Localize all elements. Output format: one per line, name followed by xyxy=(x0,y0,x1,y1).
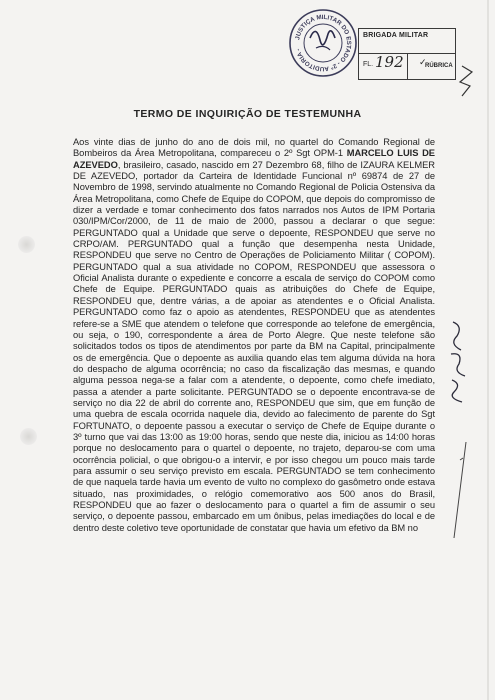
testimony-body xyxy=(73,137,435,534)
handwritten-margin-stroke xyxy=(450,440,470,540)
testimony-text: , brasileiro, casado, nascido em 27 Dezembro 68, filho de IZAURA KELMER DE AZEVEDO, portador da Carteira de Identidade Funcional nº 69874 de 27 de Novembro de 1998, servindo atualmente no Comando Regional de Policia Ostensiva da Área Metropolitana, como Chefe de Equipe do COPOM, que depois do compromisso de dizer a verdade e tomar conhecimento dos fatos narrados nos Autos de IPM Portaria 030/IPM/Cor/2000, de 11 de maio de 2000, passou a declarar o que segue: PERGUNTADO qual a Unidade que serve o depoente, RESPONDEU que serve no CRPO/AM. PERGUNTADO qual a função que desempenha nesta Unidade, RESPONDEU que serve no Centro de Operações de Policiamento Militar ( COPOM). PERGUNTADO qual a sua atividade no COPOM, RESPONDEU que assessora o Oficial Analista durante o expediente e concorre a escala de serviço do COPOM como Chefe de Equipe. PERGUNTADO quais as atribuições do Chefe de Equipe, RESPONDEU que, dentre várias, a de apoiar as atendentes e o Oficial Analista. PERGUNTADO como faz o apoio as atendentes, RESPONDEU que as atendentes refere-se a SME que atendem o telefone que corresponde ao telefone de emergência, ou seja, o 190, correspondente a área de Porto Alegre. Que neste telefone são solicitados todos os tipos de atendimentos por parte da BM na Capital, principalmente os de emergência. Que o depoente as auxilia quando elas tem alguma dúvida na hora do despacho de alguma ocorrência; no caso da fiscalização das mesmas, e quando alguma pessoa nega-se a falar com a atendente, o depoente, como chefe imediato, passa a atender a parte solicitante. PERGUNTADO se o depoente encontrava-se de serviço no dia 22 de abril do corrente ano, RESPONDEU que sim, que em função de uma quebra de escala ocorrida naquele dia, devido ao falecimento de parente do Sgt FORTUNATO, o depoente passou a executar o serviço de Chefe de Equipe durante o 3º turno que vai das 13:00 as 19:00 horas, sendo que neste dia, iniciou as 14:00 horas porque no deslocamento para o quartel o depoente, no trajeto, deparou-se com uma ocorrência policial, o que obrigou-o a intervir, e por isso chegou um pouco mais tarde para assumir o seu serviço previsto em escala. PERGUNTADO se tem conhecimento de que naquela tarde havia um evento de vulto no complexo do gasômetro onde estava situado, nas proximidades, o relógio comemorativo aos 500 anos do Brasil, RESPONDEU que ao fazer o deslocamento para o quartel a fim de assumir o seu serviço, o depoente passou, embarcado em um ônibus, pelas imediações do local e de dentro deste coletivo teve oportunidade de constatar que havia um efetivo da BM no xyxy=(73,159,435,533)
witness-name: MARCELO LUIS DE AZEVEDO xyxy=(73,148,435,170)
stamp-page-number: 192 xyxy=(375,53,404,71)
svg-text:JUSTIÇA MILITAR DO ESTADO - 2ª: JUSTIÇA MILITAR DO ESTADO - 2ª AUDITORIA - xyxy=(294,13,353,73)
check-mark-icon: ✓ xyxy=(419,57,427,67)
court-seal xyxy=(288,8,358,78)
document-title: TERMO DE INQUIRIÇÃO DE TESTEMUNHA xyxy=(133,108,362,120)
punch-hole-bottom xyxy=(20,428,37,445)
stamp-signature-label: RÚBRICA xyxy=(425,63,453,69)
page-edge-shadow xyxy=(487,0,489,700)
page-number-stamp xyxy=(358,28,456,80)
stamp-vertical-divider xyxy=(407,53,408,79)
handwritten-margin-note xyxy=(447,318,469,410)
stamp-unit-label: BRIGADA MILITAR xyxy=(363,32,429,39)
testimony-intro: Aos vinte dias de junho do ano de dois mil, no quartel do Comando Regional de Bombeiros da Área Metropolitana, compareceu o 2º Sgt OPM-1 xyxy=(73,137,435,159)
stamp-page-label: FL. xyxy=(363,61,374,68)
punch-hole-top xyxy=(18,236,35,253)
handwritten-initial xyxy=(458,60,478,100)
